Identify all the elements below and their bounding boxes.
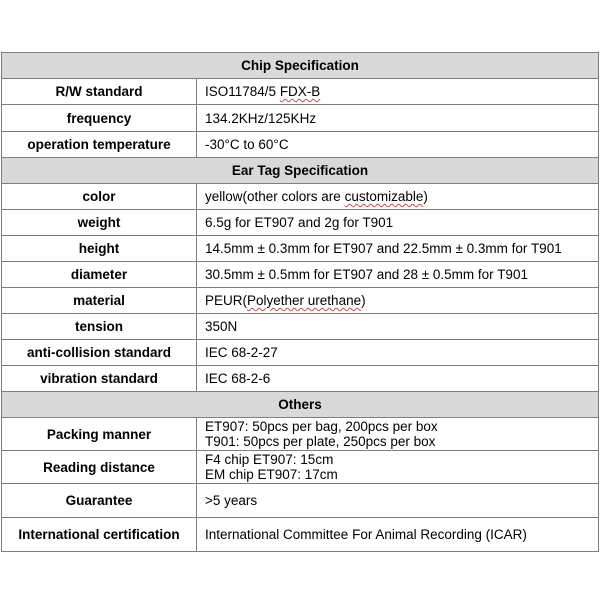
value-line: EM chip ET907: 17cm [205,467,338,482]
row-label: vibration standard [2,366,197,392]
table-row [2,314,599,340]
value-text: ISO11784/5 [205,84,280,99]
section-title-ear-tag: Ear Tag Specification [2,158,599,184]
value-text: ) [361,293,366,308]
row-label: anti-collision standard [2,340,197,366]
table-row [2,79,599,105]
table-row [2,132,599,158]
row-label: height [2,236,197,262]
table-row [2,105,599,132]
row-value: 30.5mm ± 0.5mm for ET907 and 28 ± 0.5mm for T901 [197,262,599,288]
table-row [2,184,599,210]
row-value: 350N [197,314,599,340]
row-label: tension [2,314,197,340]
table-row [2,210,599,236]
section-header-row [2,158,599,184]
row-label: Guarantee [2,484,197,518]
specification-table [1,52,599,552]
section-title-others: Others [2,392,599,418]
row-label: operation temperature [2,132,197,158]
row-value: IEC 68-2-27 [197,340,599,366]
section-title-chip: Chip Specification [2,53,599,79]
table-row [2,262,599,288]
row-label: Packing manner [2,418,197,451]
row-label: diameter [2,262,197,288]
value-line: F4 chip ET907: 15cm [205,452,334,467]
table-row [2,288,599,314]
row-value: IEC 68-2-6 [197,366,599,392]
spellcheck-flagged-text: customizable [344,189,424,204]
table-row [2,518,599,552]
table-row [2,366,599,392]
spellcheck-flagged-text: Polyether urethane [247,293,362,308]
row-value [197,184,599,210]
value-line: T901: 50pcs per plate, 250pcs per box [205,434,436,449]
row-value [197,79,599,105]
value-text: yellow(other colors are [205,189,345,204]
value-text: PEUR( [205,293,248,308]
row-value: >5 years [197,484,599,518]
row-label: color [2,184,197,210]
table-row [2,484,599,518]
row-value: 134.2KHz/125KHz [197,105,599,132]
row-value [197,451,599,484]
section-header-row [2,53,599,79]
row-value: 14.5mm ± 0.3mm for ET907 and 22.5mm ± 0.3mm for T901 [197,236,599,262]
row-label: International certification [2,518,197,552]
row-label: material [2,288,197,314]
row-value: -30°C to 60°C [197,132,599,158]
table-row [2,236,599,262]
row-value [197,288,599,314]
row-value: 6.5g for ET907 and 2g for T901 [197,210,599,236]
section-header-row [2,392,599,418]
value-text: ) [423,189,428,204]
row-label: Reading distance [2,451,197,484]
row-value: International Committee For Animal Recording (ICAR) [197,518,599,552]
table-row [2,340,599,366]
value-line: ET907: 50pcs per bag, 200pcs per box [205,419,438,434]
row-value [197,418,599,451]
table-row [2,418,599,451]
row-label: weight [2,210,197,236]
spellcheck-flagged-text: FDX-B [279,84,321,99]
table-row [2,451,599,484]
row-label: frequency [2,105,197,132]
row-label: R/W standard [2,79,197,105]
